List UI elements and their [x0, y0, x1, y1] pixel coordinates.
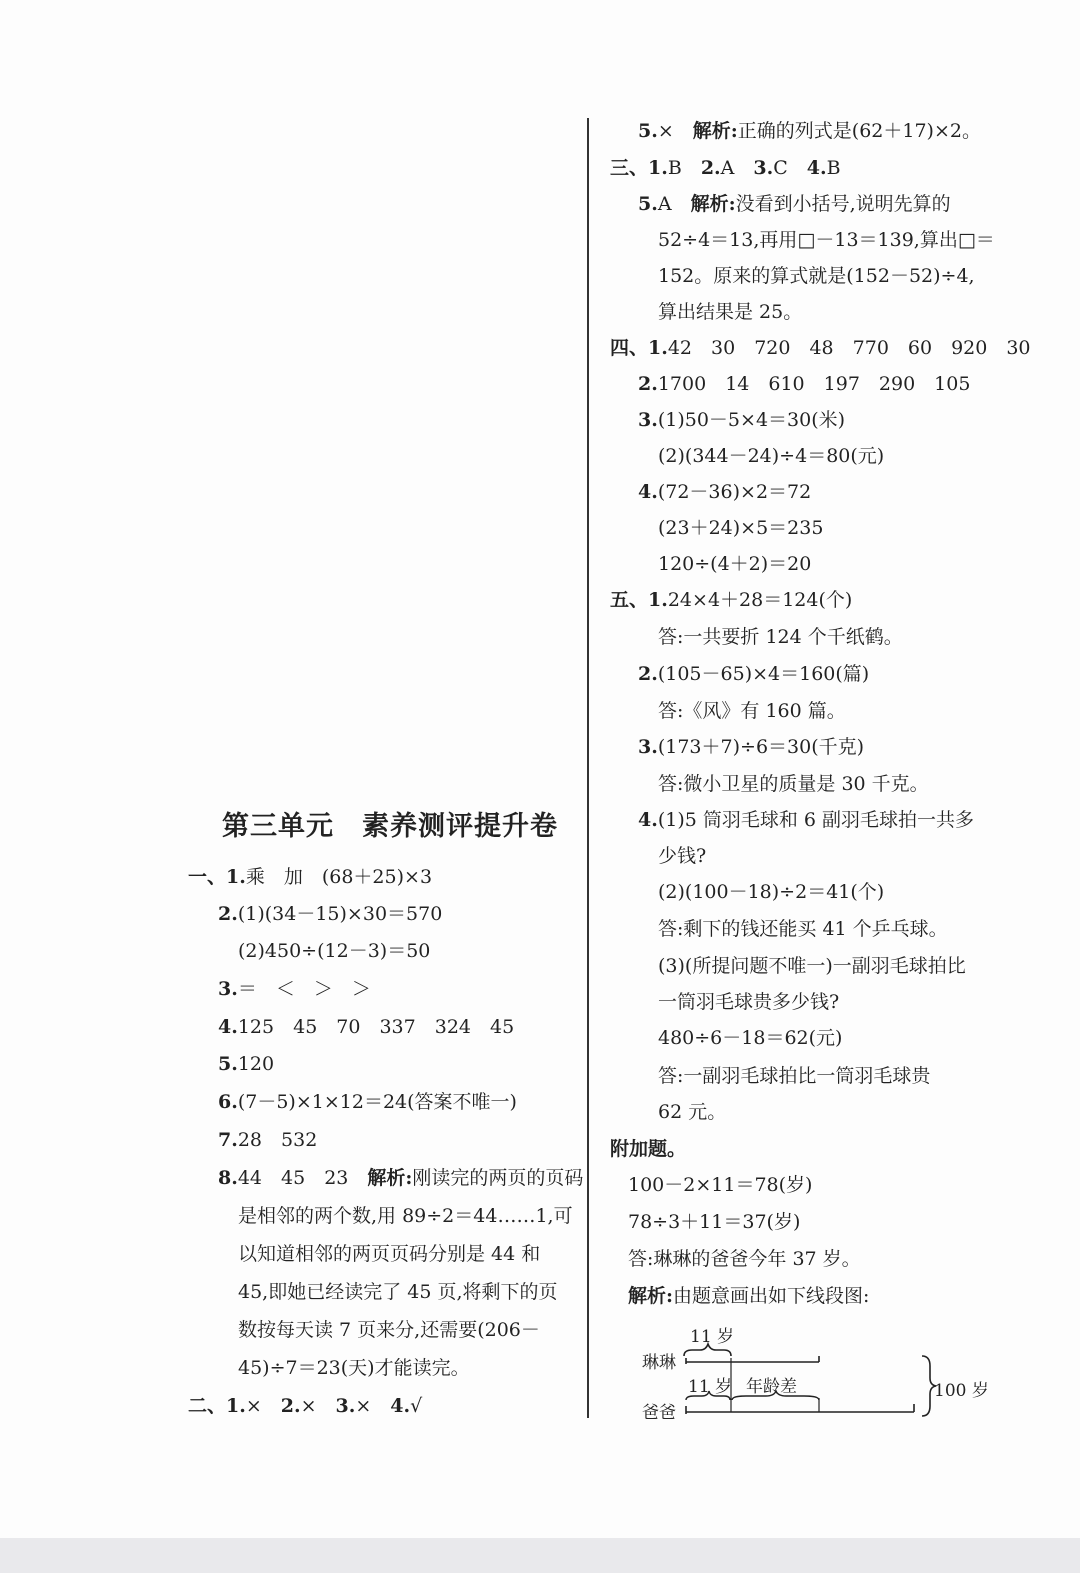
answer-label: 5. [218, 1053, 238, 1075]
answer-text: 28 532 [237, 1129, 318, 1151]
answer-text: 刚读完的两页的页码 [412, 1167, 584, 1189]
answer-line [658, 843, 706, 869]
answer-line [188, 1393, 422, 1419]
answer-line [658, 551, 811, 577]
answer-line [638, 479, 811, 505]
answer-line [218, 976, 371, 1002]
answer-text: (23＋24)×5＝235 [658, 517, 824, 539]
answer-text: 少钱? [658, 845, 707, 867]
column-divider [587, 118, 589, 1418]
answer-label: 4. [806, 157, 827, 179]
answer-text: √ [410, 1395, 423, 1417]
answer-text: 数按每天读 7 页来分,还需要(206－ [238, 1319, 540, 1341]
answer-line [658, 879, 884, 905]
answer-line [218, 901, 442, 927]
answer-text: (1)5 筒羽毛球和 6 副羽毛球拍一共多 [657, 809, 975, 831]
answer-text: × [245, 1395, 281, 1417]
answer-line [238, 1317, 540, 1343]
answer-text: 由题意画出如下线段图: [673, 1285, 870, 1307]
answer-text: 1700 14 610 197 290 105 [657, 373, 971, 395]
answer-line [610, 1136, 686, 1162]
answer-text: 100－2×11＝78(岁) [628, 1174, 813, 1196]
line-segment-diagram [636, 1320, 996, 1423]
answer-text: 24×4＋28＝124(个) [667, 589, 853, 611]
answer-line [628, 1172, 812, 1198]
answer-text: × [300, 1395, 336, 1417]
answer-text: (1)(34－15)×30＝570 [237, 903, 443, 925]
answer-line [638, 118, 981, 144]
answer-text: (105－65)×4＝160(篇) [657, 663, 870, 685]
diagram-mid-label-a: 11 岁 [688, 1377, 733, 1397]
answer-text: A [657, 193, 691, 215]
bottom-bar [0, 1538, 1080, 1573]
answer-line [658, 916, 948, 942]
diagram-row1-label: 琳琳 [642, 1353, 676, 1373]
answer-text: 125 45 70 337 324 45 [237, 1016, 515, 1038]
answer-line [658, 989, 839, 1015]
answer-line [628, 1209, 800, 1235]
answer-text: B [826, 157, 841, 179]
answer-line [188, 864, 432, 890]
answer-line [238, 1355, 470, 1381]
answer-label: 2. [700, 157, 721, 179]
answer-line [658, 1063, 930, 1089]
answer-text: 乘 加 (68＋25)×3 [245, 866, 433, 888]
answer-label: 2. [638, 663, 658, 685]
answer-label: 2. [218, 903, 238, 925]
answer-label: 3. [218, 978, 238, 1000]
answer-text: 答:琳琳的爸爸今年 37 岁。 [628, 1248, 861, 1270]
answer-label: 二、1. [188, 1395, 246, 1417]
answer-line [658, 698, 846, 724]
answer-text: 答:一副羽毛球拍比一筒羽毛球贵 [658, 1065, 931, 1087]
answer-text: 正确的列式是(62＋17)×2。 [737, 120, 981, 142]
answer-label: 4. [638, 809, 658, 831]
answer-label: 解析: [692, 120, 738, 142]
answer-text: × [657, 120, 693, 142]
diagram-top-label: 11 岁 [690, 1327, 735, 1347]
answer-text: 152。原来的算式就是(152－52)÷4, [658, 265, 975, 287]
answer-label: 四、1. [610, 337, 668, 359]
answer-line [638, 191, 951, 217]
answer-text: 是相邻的两个数,用 89÷2＝44……1,可 [238, 1205, 573, 1227]
answer-line [658, 771, 929, 797]
answer-line [658, 443, 884, 469]
answer-text: 45,即她已经读完了 45 页,将剩下的页 [238, 1281, 558, 1303]
answer-line [610, 587, 852, 613]
answer-text: 78÷3＋11＝37(岁) [628, 1211, 801, 1233]
answer-line [638, 807, 974, 833]
answer-text: ＝ ＜ ＞ ＞ [237, 978, 371, 1000]
answer-text: (2)(100－18)÷2＝41(个) [658, 881, 885, 903]
answer-text: C [773, 157, 807, 179]
answer-text: (2)450÷(12－3)＝50 [238, 940, 431, 962]
answer-label: 5. [638, 120, 658, 142]
answer-line [610, 335, 1031, 361]
answer-text: (7－5)×1×12＝24(答案不唯一) [237, 1091, 517, 1113]
answer-label: 解析: [367, 1167, 413, 1189]
answer-line [658, 515, 823, 541]
answer-line [218, 1165, 583, 1191]
answer-line [218, 1051, 274, 1077]
answer-line [218, 1014, 514, 1040]
answer-text: (2)(344－24)÷4＝80(元) [658, 445, 885, 467]
answer-line [658, 1099, 726, 1125]
answer-text: A [720, 157, 754, 179]
answer-text: 480÷6－18＝62(元) [658, 1027, 843, 1049]
diagram-mid-label-b: 年龄差 [746, 1377, 797, 1397]
answer-text: (1)50－5×4＝30(米) [657, 409, 846, 431]
answer-label: 3. [638, 736, 658, 758]
answer-line [218, 1089, 517, 1115]
answer-line [658, 953, 966, 979]
answer-label: 五、1. [610, 589, 668, 611]
answer-label: 解析: [628, 1285, 674, 1307]
answer-line [638, 371, 970, 397]
answer-line [238, 1241, 540, 1267]
answer-label: 5. [638, 193, 658, 215]
answer-text: 120 [237, 1053, 275, 1075]
answer-text: (3)(所提问题不唯一)一副羽毛球拍比 [658, 955, 966, 977]
answer-line [628, 1283, 869, 1309]
page-title: 第三单元 素养测评提升卷 [222, 811, 558, 842]
answer-text: 120÷(4＋2)＝20 [658, 553, 812, 575]
answer-line [218, 1127, 317, 1153]
answer-text: (72－36)×2＝72 [657, 481, 812, 503]
answer-line [658, 227, 995, 253]
answer-label: 6. [218, 1091, 238, 1113]
answer-label: 3. [335, 1395, 356, 1417]
answer-line [610, 155, 841, 181]
answer-line [638, 734, 864, 760]
answer-label: 附加题。 [610, 1138, 687, 1160]
answer-label: 4. [218, 1016, 238, 1038]
answer-text: 答:剩下的钱还能买 41 个乒乓球。 [658, 918, 948, 940]
answer-text: 42 30 720 48 770 60 920 30 [667, 337, 1031, 359]
answer-text: 52÷4＝13,再用□－13＝139,算出□＝ [658, 229, 995, 251]
answer-text: 答:一共要折 124 个千纸鹤。 [658, 626, 903, 648]
answer-label: 7. [218, 1129, 238, 1151]
answer-text: 没看到小括号,说明先算的 [735, 193, 951, 215]
answer-label: 2. [638, 373, 658, 395]
diagram-row2-label: 爸爸 [642, 1403, 676, 1423]
answer-label: 8. [218, 1167, 238, 1189]
answer-text: B [667, 157, 701, 179]
answer-line [238, 938, 430, 964]
answer-label: 2. [280, 1395, 301, 1417]
answer-line [638, 661, 869, 687]
answer-line [658, 624, 903, 650]
answer-text: 以知道相邻的两页页码分别是 44 和 [238, 1243, 541, 1265]
diagram-total-label: 100 岁 [934, 1381, 989, 1401]
answer-line [238, 1279, 558, 1305]
answer-text: (173＋7)÷6＝30(千克) [657, 736, 865, 758]
answer-label: 4. [638, 481, 658, 503]
answer-text: 一筒羽毛球贵多少钱? [658, 991, 840, 1013]
answer-line [658, 263, 975, 289]
answer-label: 一、1. [188, 866, 246, 888]
answer-line [628, 1246, 861, 1272]
answer-text: 算出结果是 25。 [658, 301, 803, 323]
answer-text: 45)÷7＝23(天)才能读完。 [238, 1357, 470, 1379]
answer-text: × [355, 1395, 391, 1417]
answer-text: 44 45 23 [237, 1167, 368, 1189]
answer-label: 4. [390, 1395, 411, 1417]
answer-label: 三、1. [610, 157, 668, 179]
answer-line [658, 1025, 842, 1051]
answer-text: 答:微小卫星的质量是 30 千克。 [658, 773, 929, 795]
answer-label: 3. [753, 157, 774, 179]
answer-text: 答:《风》有 160 篇。 [658, 700, 846, 722]
answer-label: 3. [638, 409, 658, 431]
answer-line [238, 1203, 573, 1229]
answer-label: 解析: [690, 193, 736, 215]
answer-line [638, 407, 845, 433]
answer-text: 62 元。 [658, 1101, 727, 1123]
answer-line [658, 299, 802, 325]
